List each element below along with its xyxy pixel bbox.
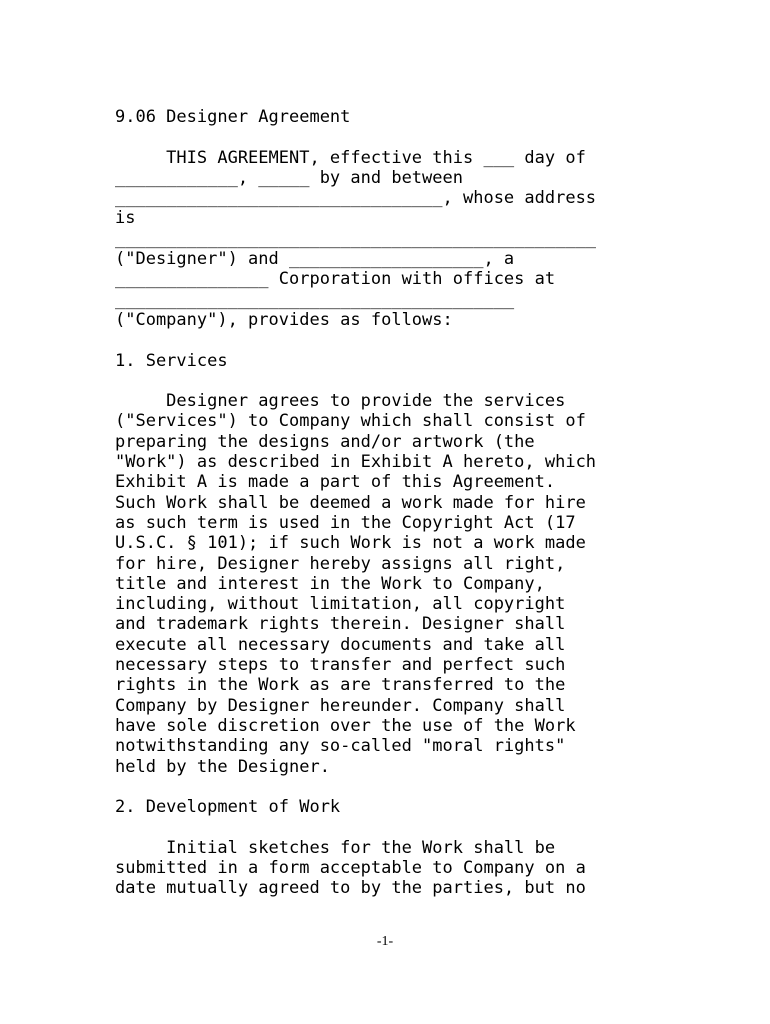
text-line: Company by Designer hereunder. Company shall <box>115 695 566 716</box>
text-line: "Work") as described in Exhibit A hereto, which <box>115 452 597 473</box>
text-line: is <box>115 208 136 229</box>
text-line: including, without limitation, all copyright <box>115 594 566 615</box>
blank-line <box>115 777 596 797</box>
text-line: execute all necessary documents and take all <box>115 634 566 655</box>
agreement-text <box>115 107 596 899</box>
text-line: have sole discretion over the use of the Work <box>115 715 576 736</box>
text-line: Designer agrees to provide the services <box>115 391 566 412</box>
text-line: necessary steps to transfer and perfect such <box>115 655 566 676</box>
text-line: date mutually agreed to by the parties, but no <box>115 878 586 899</box>
text-line: THIS AGREEMENT, effective this ___ day of <box>115 147 586 168</box>
text-line: 1. Services <box>115 350 228 371</box>
text-line: ("Designer") and ___________________, a <box>115 249 515 270</box>
text-line: 2. Development of Work <box>115 797 341 818</box>
text-line: held by the Designer. <box>115 756 330 777</box>
text-line: ________________________________, whose address <box>115 188 597 209</box>
text-line: Initial sketches for the Work shall be <box>115 837 556 858</box>
text-line: 9.06 Designer Agreement <box>115 107 351 127</box>
blank-line <box>115 371 596 391</box>
page-number: -1- <box>376 934 394 949</box>
text-line: as such term is used in the Copyright Act (17 <box>115 512 576 533</box>
text-line: ("Services") to Company which shall consist of <box>115 411 586 432</box>
text-line: ("Company"), provides as follows: <box>115 309 453 330</box>
text-line: Exhibit A is made a part of this Agreement. <box>115 472 556 493</box>
text-line: title and interest in the Work to Company, <box>115 573 545 594</box>
text-line: _______________________________________________ <box>115 228 597 249</box>
text-line: rights in the Work as are transferred to the <box>115 675 566 696</box>
text-line: _______________________________________ <box>115 289 515 310</box>
blank-line <box>115 127 596 147</box>
text-line: for hire, Designer hereby assigns all right, <box>115 553 566 574</box>
text-line: notwithstanding any so-called "moral rights" <box>115 736 566 757</box>
blank-line <box>115 330 596 350</box>
text-line: U.S.C. § 101); if such Work is not a work made <box>115 533 586 554</box>
blank-line <box>115 817 596 837</box>
text-line: and trademark rights therein. Designer shall <box>115 614 566 635</box>
text-line: _______________ Corporation with offices at <box>115 269 556 290</box>
text-line: submitted in a form acceptable to Company on a <box>115 857 586 878</box>
text-line: Such Work shall be deemed a work made for hire <box>115 492 586 513</box>
text-line: preparing the designs and/or artwork (the <box>115 431 535 452</box>
text-line: ____________, _____ by and between <box>115 167 463 188</box>
